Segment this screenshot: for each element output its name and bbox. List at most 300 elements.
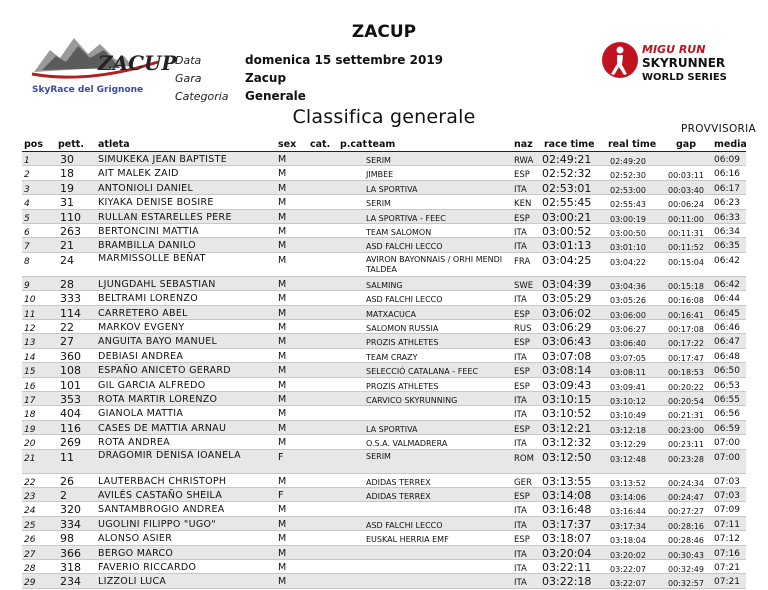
- row-pos: 19: [24, 424, 36, 435]
- row-race-time: 02:53:01: [542, 181, 592, 195]
- row-sex: M: [278, 197, 287, 209]
- col-name: atleta: [98, 139, 130, 150]
- row-gap: 00:23:11: [668, 440, 704, 450]
- row-gap: 00:11:00: [668, 214, 704, 224]
- row-bib: 27: [60, 335, 74, 349]
- row-pos: 7: [24, 242, 30, 253]
- row-bib: 19: [60, 181, 74, 195]
- row-nation: ITA: [514, 578, 527, 589]
- row-nation: ESP: [514, 309, 530, 320]
- row-team: TEAM CRAZY: [366, 352, 418, 362]
- row-real-time: 03:10:12: [610, 397, 646, 406]
- row-nation: ESP: [514, 213, 530, 224]
- row-nation: ESP: [514, 367, 530, 378]
- table-row: [22, 210, 746, 224]
- table-row: [22, 450, 746, 474]
- table-row: [22, 334, 746, 348]
- row-sex: M: [278, 504, 287, 516]
- row-race-time: 03:08:14: [542, 364, 592, 378]
- row-pos: 15: [24, 367, 36, 378]
- row-gap: 00:17:08: [668, 325, 704, 334]
- event-title: ZACUP: [351, 22, 417, 42]
- row-team: LA SPORTIVA: [366, 424, 418, 434]
- section-title: Classifica generale: [292, 106, 476, 128]
- row-athlete: MARMISSOLLE BEÑAT: [98, 252, 206, 264]
- row-race-time: 03:17:37: [542, 517, 592, 531]
- row-pos: 22: [24, 477, 36, 488]
- row-athlete: DEBIASI ANDREA: [98, 350, 184, 362]
- row-pos: 8: [24, 256, 30, 267]
- row-athlete: ALONSO ASIER: [98, 533, 173, 545]
- row-bib: 366: [60, 546, 81, 560]
- row-bib: 114: [60, 306, 81, 320]
- row-race-time: 03:22:11: [542, 561, 592, 574]
- table-row: [22, 166, 746, 180]
- row-team: ADIDAS TERREX: [366, 492, 431, 501]
- row-race-time: 02:52:32: [542, 167, 592, 181]
- row-pos: 23: [24, 492, 36, 502]
- row-pos: 4: [24, 199, 30, 210]
- row-nation: ESP: [514, 535, 530, 546]
- row-athlete: LAUTERBACH CHRISTOPH: [98, 475, 227, 487]
- row-team: PROZIS ATHLETES: [366, 381, 439, 391]
- row-team: SALOMON RUSSIA: [366, 324, 439, 333]
- row-nation: ITA: [514, 410, 527, 421]
- row-team: ADIDAS TERREX: [366, 477, 431, 487]
- row-gap: 00:03:40: [668, 185, 704, 195]
- row-nation: ITA: [514, 549, 527, 560]
- row-pace: 06:47: [714, 337, 740, 348]
- svg-text:WORLD SERIES: WORLD SERIES: [642, 72, 727, 83]
- row-gap: 00:32:57: [668, 579, 704, 589]
- row-real-time: 03:12:18: [610, 425, 646, 435]
- row-team: ASD FALCHI LECCO: [366, 295, 443, 305]
- row-pos: 14: [24, 352, 36, 363]
- table-row: [22, 238, 746, 252]
- row-race-time: 03:20:04: [542, 546, 592, 560]
- row-race-time: 02:55:45: [542, 196, 592, 210]
- svg-text:SkyRace del Grignone: SkyRace del Grignone: [32, 85, 144, 95]
- row-athlete: UGOLINI FILIPPO "UGO": [98, 518, 216, 530]
- row-team: ASD FALCHI LECCO: [366, 520, 443, 530]
- row-pos: 1: [24, 156, 30, 166]
- row-nation: ITA: [514, 396, 527, 406]
- table-row: [22, 378, 746, 392]
- row-bib: 404: [60, 407, 81, 421]
- row-athlete: LIZZOLI LUCA: [98, 576, 167, 588]
- row-athlete: ROTA MARTIR LORENZO: [98, 394, 218, 405]
- row-race-time: 03:12:32: [542, 436, 592, 450]
- meta-label: Gara: [175, 71, 202, 85]
- col-race-time: race time: [544, 139, 595, 150]
- row-athlete: CASES DE MATTIA ARNAU: [98, 422, 227, 434]
- row-nation: RWA: [514, 156, 534, 166]
- row-bib: 269: [60, 436, 81, 450]
- row-gap: 00:15:18: [668, 281, 704, 291]
- row-gap: 00:11:52: [668, 243, 704, 253]
- col-gap: gap: [676, 139, 697, 150]
- row-pos: 5: [24, 213, 30, 224]
- row-pace: 06:44: [714, 294, 740, 305]
- row-real-time: 03:06:00: [610, 310, 646, 320]
- row-athlete: LJUNGDAHL SEBASTIAN: [98, 278, 216, 290]
- row-real-time: 02:52:30: [610, 171, 646, 181]
- row-real-time: 03:12:29: [610, 440, 646, 450]
- row-athlete: DRAGOMIR DENISA IOANELA: [98, 449, 241, 461]
- row-gap: 00:32:49: [668, 565, 704, 574]
- row-pos: 11: [24, 309, 36, 320]
- meta-value: domenica 15 settembre 2019: [245, 53, 444, 67]
- table-row: [22, 363, 746, 377]
- row-bib: 110: [60, 210, 81, 224]
- row-race-time: 03:04:25: [542, 253, 592, 267]
- row-pace: 06:50: [714, 366, 740, 377]
- row-race-time: 03:09:43: [542, 378, 592, 392]
- status-label: PROVVISORIA: [681, 123, 756, 135]
- row-bib: 320: [60, 503, 81, 517]
- row-gap: 00:27:27: [668, 507, 704, 517]
- row-bib: 28: [60, 277, 74, 291]
- table-row: [22, 277, 746, 291]
- row-sex: M: [278, 562, 287, 573]
- row-pos: 20: [24, 439, 36, 450]
- row-pace: 06:42: [714, 279, 740, 290]
- row-bib: 18: [60, 167, 74, 181]
- table-row: [22, 291, 746, 305]
- meta-row-date: [175, 51, 443, 69]
- row-gap: 00:11:31: [668, 229, 704, 238]
- table-row: [22, 181, 746, 195]
- row-athlete: GIL GARCIA ALFREDO: [98, 379, 206, 391]
- row-nation: ESP: [514, 381, 530, 392]
- row-nation: ITA: [514, 564, 527, 574]
- skyrunner-logo: [600, 38, 750, 88]
- table-row: [22, 531, 746, 545]
- row-real-time: 03:20:02: [610, 550, 646, 560]
- row-gap: 00:24:47: [668, 493, 704, 502]
- row-pace: 07:03: [714, 476, 740, 487]
- row-real-time: 03:00:50: [610, 229, 646, 238]
- row-team: SELECCIÓ CATALANA - FEEC: [366, 367, 479, 377]
- row-bib: 30: [60, 153, 74, 166]
- row-nation: ROM: [514, 453, 534, 464]
- row-sex: M: [278, 394, 287, 405]
- table-row: [22, 546, 746, 560]
- row-athlete: AVILÉS CASTAÑO SHEILA: [98, 490, 223, 501]
- row-real-time: 03:00:19: [610, 214, 646, 224]
- col-pace: media: [714, 139, 747, 150]
- row-race-time: 03:04:39: [542, 277, 592, 291]
- row-pos: 27: [24, 549, 36, 560]
- row-real-time: 03:12:48: [610, 454, 646, 464]
- row-sex: M: [278, 475, 287, 487]
- row-pos: 3: [24, 184, 30, 195]
- meta-value: Zacup: [245, 71, 287, 85]
- row-pos: 24: [24, 506, 36, 517]
- row-pace: 06:48: [714, 351, 740, 362]
- row-team: PROZIS ATHLETES: [366, 338, 439, 348]
- row-gap: 00:18:53: [668, 368, 704, 378]
- row-team: AVIRON BAYONNAIS / ORHI MENDI TALDEA: [366, 254, 503, 274]
- row-bib: 98: [60, 532, 74, 546]
- row-athlete: ANGUITA BAYO MANUEL: [98, 336, 218, 348]
- row-bib: 116: [60, 421, 81, 435]
- row-pace: 06:53: [714, 380, 740, 391]
- row-bib: 234: [60, 575, 81, 589]
- meta-label: Categoria: [175, 89, 229, 103]
- row-gap: 00:21:31: [668, 411, 704, 421]
- row-real-time: 03:10:49: [610, 411, 646, 421]
- row-real-time: 03:06:40: [610, 339, 646, 349]
- row-real-time: 03:05:26: [610, 296, 646, 306]
- row-bib: 108: [60, 364, 81, 378]
- row-bib: 333: [60, 292, 81, 306]
- row-gap: 00:03:11: [668, 171, 704, 181]
- row-bib: 353: [60, 393, 81, 406]
- row-pos: 13: [24, 338, 36, 349]
- row-pos: 6: [24, 228, 30, 238]
- table-row: [22, 349, 746, 363]
- row-real-time: 03:18:04: [610, 536, 646, 546]
- row-sex: M: [278, 240, 287, 252]
- row-sex: M: [278, 422, 287, 434]
- row-bib: 22: [60, 321, 74, 334]
- row-nation: ITA: [514, 506, 527, 517]
- row-real-time: 03:13:52: [610, 478, 646, 488]
- row-real-time: 03:09:41: [610, 382, 646, 392]
- row-athlete: KIYAKA DENISE BOSIRE: [98, 197, 214, 209]
- row-sex: M: [278, 350, 287, 362]
- row-real-time: 03:08:11: [610, 368, 646, 378]
- col-team: team: [368, 139, 396, 150]
- row-pace: 06:17: [714, 183, 740, 194]
- col-real-time: real time: [608, 139, 657, 150]
- row-gap: 00:16:41: [668, 310, 704, 320]
- row-race-time: 03:01:13: [542, 239, 592, 253]
- row-athlete: BERTONCINI MATTIA: [98, 226, 199, 237]
- table-row: [22, 392, 746, 406]
- row-athlete: CARRETERO ABEL: [98, 307, 188, 319]
- row-team: TEAM SALOMON: [366, 228, 432, 237]
- row-nation: ITA: [514, 352, 527, 363]
- row-sex: M: [278, 336, 287, 348]
- table-row: [22, 406, 746, 420]
- row-pace: 06:09: [714, 155, 740, 165]
- row-pos: 28: [24, 564, 36, 574]
- row-nation: FRA: [514, 256, 531, 267]
- row-real-time: 03:17:34: [610, 521, 646, 531]
- row-pace: 07:21: [714, 563, 740, 573]
- row-pace: 06:45: [714, 308, 740, 319]
- row-gap: 00:17:22: [668, 339, 704, 349]
- row-nation: ITA: [514, 228, 527, 238]
- row-athlete: ESPAÑO ANICETO GERARD: [98, 365, 231, 377]
- table-row: [22, 560, 746, 574]
- row-real-time: 03:22:07: [610, 565, 646, 574]
- row-nation: RUS: [514, 324, 532, 334]
- row-sex: M: [278, 322, 287, 333]
- row-gap: 00:23:00: [668, 425, 704, 435]
- col-pos: pos: [24, 139, 43, 150]
- row-team: SERIM: [366, 156, 391, 165]
- row-pos: 29: [24, 578, 36, 589]
- row-pos: 10: [24, 295, 36, 306]
- row-pace: 07:11: [714, 519, 740, 530]
- row-race-time: 03:00:21: [542, 210, 592, 224]
- row-nation: GER: [514, 477, 532, 488]
- row-race-time: 03:12:21: [542, 421, 592, 435]
- table-row: [22, 195, 746, 209]
- row-nation: ESP: [514, 424, 530, 435]
- row-sex: M: [278, 518, 287, 530]
- table-row: [22, 224, 746, 238]
- row-race-time: 03:18:07: [542, 532, 592, 546]
- row-pos: 25: [24, 520, 36, 531]
- event-meta: [175, 51, 443, 105]
- table-row: [22, 152, 746, 166]
- table-row: [22, 253, 746, 277]
- row-gap: 00:28:46: [668, 536, 704, 546]
- meta-label: Data: [175, 53, 202, 67]
- svg-text:SKYRUNNER: SKYRUNNER: [642, 56, 726, 70]
- row-sex: M: [278, 365, 287, 377]
- row-pace: 07:03: [714, 491, 740, 501]
- table-row: [22, 474, 746, 488]
- row-pace: 07:09: [714, 505, 740, 516]
- row-real-time: 02:53:00: [610, 185, 646, 195]
- row-real-time: 03:22:07: [610, 579, 646, 589]
- row-sex: M: [278, 182, 287, 194]
- row-gap: 00:28:16: [668, 521, 704, 531]
- row-real-time: 03:04:22: [610, 257, 646, 267]
- row-nation: ESP: [514, 170, 530, 181]
- row-pace: 06:46: [714, 323, 740, 333]
- row-sex: M: [278, 293, 287, 305]
- row-gap: 00:23:28: [668, 454, 704, 464]
- row-sex: M: [278, 379, 287, 391]
- row-athlete: AIT MALEK ZAID: [98, 168, 179, 180]
- row-team: EUSKAL HERRIA EMF: [366, 535, 449, 545]
- row-pace: 06:42: [714, 255, 740, 266]
- table-row: [22, 502, 746, 516]
- col-naz: naz: [514, 139, 533, 150]
- row-race-time: 03:05:29: [542, 292, 592, 306]
- row-athlete: GIANOLA MATTIA: [98, 408, 184, 420]
- row-team: SERIM: [366, 451, 391, 461]
- row-pace: 07:16: [714, 548, 740, 559]
- row-pace: 06:59: [714, 423, 740, 434]
- row-sex: F: [278, 451, 284, 463]
- row-pos: 2: [24, 170, 30, 181]
- row-race-time: 03:06:29: [542, 321, 592, 334]
- row-race-time: 02:49:21: [542, 153, 592, 166]
- row-pace: 07:00: [714, 452, 740, 463]
- row-athlete: SIMUKEKA JEAN BAPTISTE: [98, 154, 228, 165]
- row-bib: 2: [60, 489, 67, 502]
- svg-text:MIGU RUN: MIGU RUN: [642, 43, 706, 56]
- row-athlete: BERGO MARCO: [98, 547, 174, 559]
- row-race-time: 03:10:15: [542, 393, 592, 406]
- row-gap: 00:20:54: [668, 397, 704, 406]
- row-pace: 07:21: [714, 577, 740, 588]
- row-race-time: 03:16:48: [542, 503, 592, 517]
- row-sex: M: [278, 278, 287, 290]
- col-bib: pett.: [58, 139, 84, 150]
- table-row: [22, 306, 746, 320]
- row-race-time: 03:22:18: [542, 575, 592, 589]
- row-team: LA SPORTIVA: [366, 184, 418, 194]
- table-row: [22, 421, 746, 435]
- row-race-time: 03:10:52: [542, 407, 592, 421]
- row-nation: ITA: [514, 184, 527, 195]
- row-pace: 07:00: [714, 438, 740, 449]
- row-nation: ITA: [514, 439, 527, 450]
- row-race-time: 03:00:52: [542, 225, 592, 238]
- row-gap: 00:16:08: [668, 296, 704, 306]
- row-race-time: 03:12:50: [542, 450, 592, 464]
- row-gap: 00:06:24: [668, 200, 704, 210]
- row-athlete: BELTRAMI LORENZO: [98, 293, 198, 305]
- row-real-time: 03:06:27: [610, 325, 646, 334]
- row-pos: 9: [24, 280, 30, 291]
- row-gap: 00:15:04: [668, 257, 704, 267]
- row-team: SERIM: [366, 199, 391, 209]
- row-pace: 06:56: [714, 409, 740, 420]
- row-team: JIMBEE: [366, 170, 394, 180]
- row-team: MATXACUCA: [366, 309, 416, 319]
- row-gap: 00:17:47: [668, 353, 704, 363]
- row-nation: ESP: [514, 338, 530, 349]
- row-gap: 00:24:34: [668, 478, 704, 488]
- col-cat: cat.: [310, 139, 331, 150]
- row-bib: 101: [60, 378, 81, 392]
- table-row: [22, 574, 746, 588]
- row-real-time: 03:04:36: [610, 281, 646, 291]
- table-row: [22, 488, 746, 502]
- row-pace: 06:23: [714, 198, 740, 209]
- row-pos: 17: [24, 396, 36, 406]
- row-sex: M: [278, 226, 287, 237]
- table-header: [22, 138, 746, 152]
- row-team: SALMING: [366, 280, 403, 290]
- row-athlete: FAVERIO RICCARDO: [98, 562, 197, 573]
- row-athlete: RULLAN ESTARELLES PERE: [98, 211, 232, 223]
- row-pace: 06:35: [714, 241, 740, 252]
- row-pace: 06:16: [714, 169, 740, 180]
- row-pos: 26: [24, 535, 36, 546]
- row-real-time: 03:01:10: [610, 243, 646, 253]
- row-race-time: 03:14:08: [542, 489, 592, 502]
- row-nation: ITA: [514, 295, 527, 306]
- row-athlete: BRAMBILLA DANILO: [98, 240, 196, 252]
- col-sex: sex: [278, 139, 297, 150]
- row-sex: M: [278, 154, 287, 165]
- row-athlete: ROTA ANDREA: [98, 437, 170, 449]
- row-pace: 07:12: [714, 534, 740, 545]
- meta-value: Generale: [245, 89, 306, 103]
- table-row: [22, 517, 746, 531]
- row-bib: 31: [60, 196, 74, 210]
- row-race-time: 03:06:43: [542, 335, 592, 349]
- row-bib: 24: [60, 253, 74, 267]
- row-race-time: 03:06:02: [542, 306, 592, 320]
- row-pos: 12: [24, 324, 36, 334]
- row-race-time: 03:07:08: [542, 349, 592, 363]
- row-sex: M: [278, 408, 287, 420]
- table-row: [22, 320, 746, 334]
- row-bib: 11: [60, 450, 74, 464]
- row-sex: M: [278, 437, 287, 449]
